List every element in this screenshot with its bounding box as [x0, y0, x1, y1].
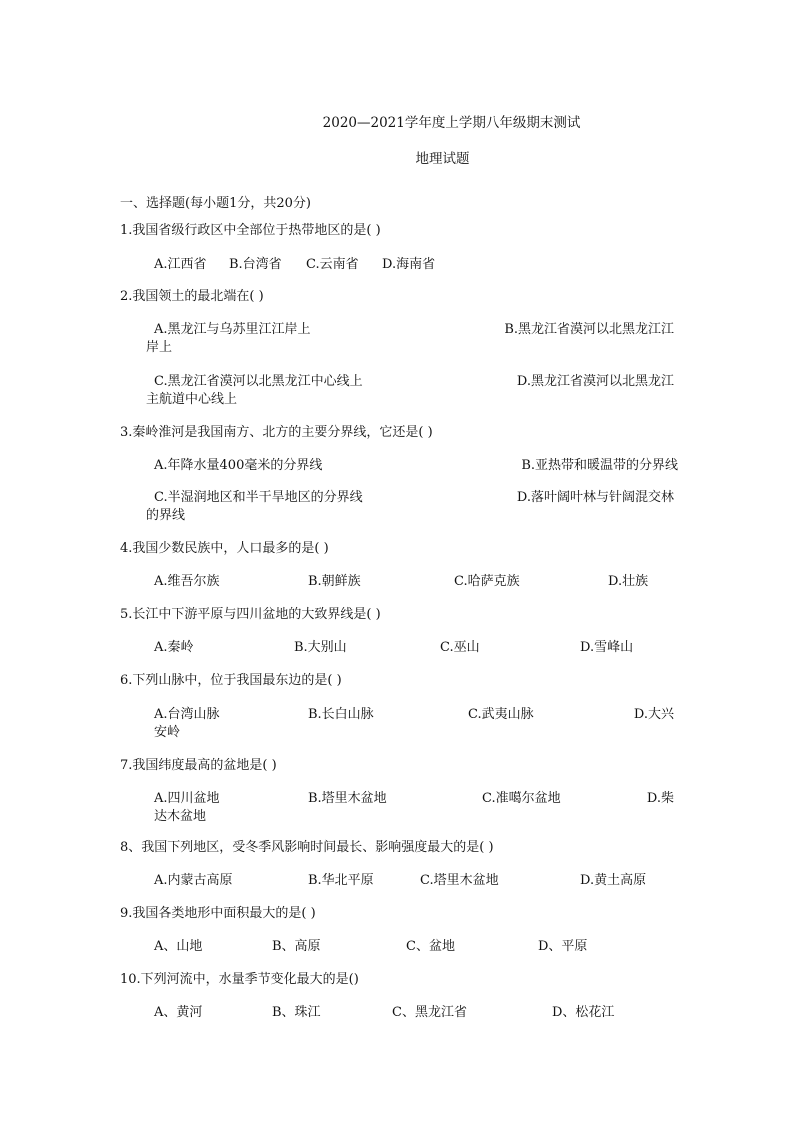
option-b: B、珠江 [272, 1005, 321, 1020]
option-d: D.落叶阔叶林与针阔混交林 [516, 490, 674, 505]
question-8-options [154, 872, 674, 890]
question-7-stem: 7.我国纬度最高的盆地是( ) [120, 758, 277, 773]
question-10-stem: 10.下列河流中，水量季节变化最大的是() [120, 972, 359, 987]
question-1-options [154, 256, 674, 274]
option-b: B.黑龙江省漠河以北黑龙江江 [504, 322, 674, 337]
question-4-stem: 4.我国少数民族中，人口最多的是( ) [120, 541, 329, 556]
option-d: D.壮族 [608, 574, 649, 589]
question-5-options [154, 639, 674, 657]
option-d: D.黑龙江省漠河以北黑龙江 [516, 374, 674, 389]
option-d: D.雪峰山 [580, 640, 634, 655]
option-c: C.巫山 [440, 640, 480, 655]
option-b: B.台湾省 [229, 257, 282, 272]
exam-subtitle: 地理试题 [415, 151, 470, 167]
section-heading: 一、选择题(每小题1分，共20分) [120, 196, 311, 211]
option-b: B.亚热带和暖温带的分界线 [521, 458, 678, 473]
option-b: B.长白山脉 [308, 707, 374, 722]
question-2-stem: 2.我国领土的最北端在( ) [120, 289, 264, 304]
option-d: D.柴 [646, 791, 674, 806]
option-d: D.黄土高原 [580, 873, 647, 888]
question-8-stem: 8、我国下列地区，受冬季风影响时间最长、影响强度最大的是( ) [120, 840, 494, 855]
option-b: B.塔里木盆地 [308, 791, 387, 806]
option-d: D.海南省 [382, 257, 436, 272]
option-c: C.半湿润地区和半干旱地区的分界线 [154, 490, 363, 505]
question-9-options [154, 938, 674, 956]
option-c: C、黑龙江省 [392, 1005, 467, 1020]
option-a: A、山地 [154, 939, 203, 954]
option-c: C.云南省 [306, 257, 359, 272]
option-b: B.朝鲜族 [308, 574, 361, 589]
question-1-stem: 1.我国省级行政区中全部位于热带地区的是( ) [120, 223, 381, 238]
option-d-continued: 安岭 [154, 725, 181, 740]
option-a: A.四川盆地 [154, 791, 220, 806]
option-d-continued: 达木盆地 [154, 809, 207, 824]
exam-title: 2020—2021学年度上学期八年级期末测试 [322, 115, 581, 131]
question-5-stem: 5.长江中下游平原与四川盆地的大致界线是( ) [120, 607, 381, 622]
option-d-continued: 主航道中心线上 [146, 392, 238, 407]
option-c: C.塔里木盆地 [420, 873, 499, 888]
option-d-continued: 的界线 [146, 508, 186, 523]
option-c: C.武夷山脉 [468, 707, 534, 722]
question-3-stem: 3.秦岭淮河是我国南方、北方的主要分界线，它还是( ) [120, 425, 433, 440]
question-9-stem: 9.我国各类地形中面积最大的是( ) [120, 906, 316, 921]
option-c: C.黑龙江省漠河以北黑龙江中心线上 [154, 374, 363, 389]
option-b: B.大别山 [294, 640, 347, 655]
option-a: A.年降水量400毫米的分界线 [154, 458, 323, 473]
option-a: A.内蒙古高原 [154, 873, 233, 888]
option-a: A.秦岭 [154, 640, 194, 655]
question-4-options [154, 573, 674, 591]
option-a: A、黄河 [154, 1005, 203, 1020]
option-c: C.哈萨克族 [454, 574, 520, 589]
option-d: D.大兴 [633, 707, 674, 722]
option-a: A.黑龙江与乌苏里江江岸上 [154, 322, 311, 337]
option-a: A.江西省 [154, 257, 207, 272]
question-6-stem: 6.下列山脉中，位于我国最东边的是( ) [120, 673, 342, 688]
option-b-continued: 岸上 [146, 340, 173, 355]
question-10-options [154, 1004, 674, 1022]
option-c: C.准噶尔盆地 [482, 791, 561, 806]
option-a: A.台湾山脉 [154, 707, 220, 722]
option-d: D、平原 [538, 939, 588, 954]
option-c: C、盆地 [406, 939, 455, 954]
option-b: B、高原 [272, 939, 321, 954]
option-d: D、松花江 [552, 1005, 615, 1020]
option-a: A.维吾尔族 [154, 574, 220, 589]
option-b: B.华北平原 [308, 873, 374, 888]
